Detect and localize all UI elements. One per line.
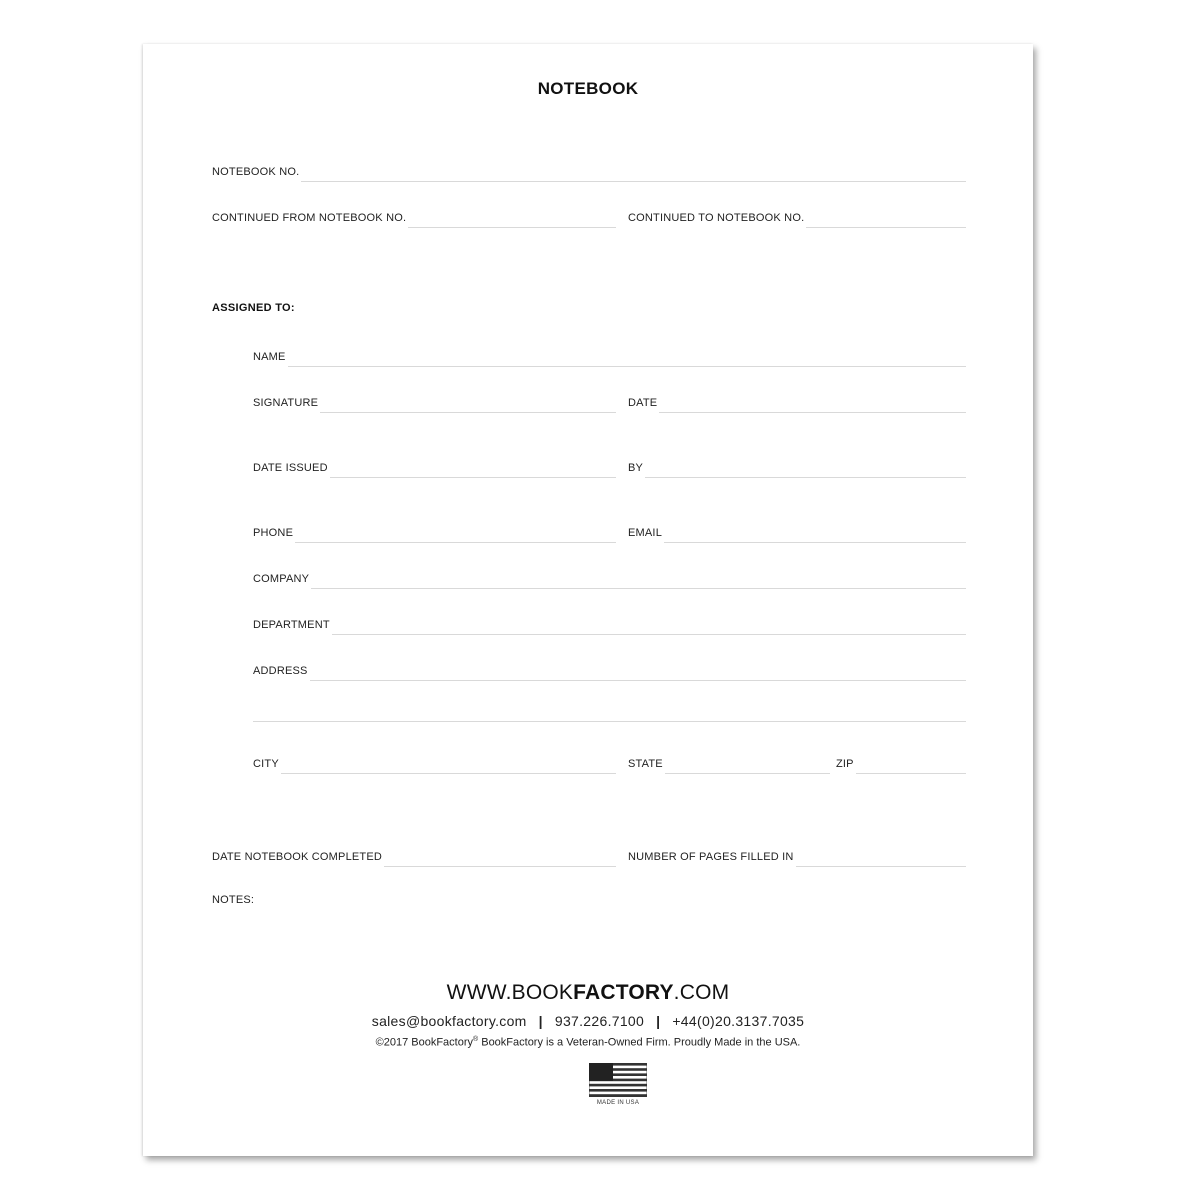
continued-to-field[interactable] [628, 208, 966, 224]
department-field[interactable] [253, 615, 966, 631]
assigned-to-heading: ASSIGNED TO: [212, 302, 295, 314]
website-bold: FACTORY [573, 981, 674, 1004]
email-line [664, 542, 966, 543]
phone-line [295, 542, 616, 543]
by-field[interactable] [628, 458, 966, 474]
date-issued-field[interactable] [253, 458, 616, 474]
copyright-suffix: BookFactory is a Veteran-Owned Firm. Proudly Made in the USA. [478, 1036, 801, 1049]
website-prefix: WWW.BOOK [446, 981, 574, 1004]
email-label: EMAIL [628, 527, 663, 539]
contact-phone-uk[interactable]: +44(0)20.3137.7035 [672, 1013, 805, 1029]
continued-to-label: CONTINUED TO NOTEBOOK NO. [628, 212, 805, 224]
separator: | [538, 1013, 543, 1029]
notes-label: NOTES: [212, 894, 255, 906]
continued-from-line [408, 227, 616, 228]
zip-label: ZIP [836, 758, 854, 770]
separator: | [656, 1013, 661, 1029]
website-url[interactable] [143, 981, 1033, 1005]
date-issued-line [330, 477, 616, 478]
continued-from-label: CONTINUED FROM NOTEBOOK NO. [212, 212, 407, 224]
registered-mark: ® [473, 1036, 479, 1043]
date-completed-field[interactable] [212, 847, 616, 863]
date-completed-line [384, 866, 616, 867]
state-label: STATE [628, 758, 663, 770]
name-field[interactable] [253, 347, 966, 363]
phone-label: PHONE [253, 527, 294, 539]
pages-filled-field[interactable] [628, 847, 966, 863]
name-label: NAME [253, 351, 286, 363]
address-line [310, 680, 966, 681]
city-label: CITY [253, 758, 279, 770]
department-label: DEPARTMENT [253, 619, 330, 631]
copyright-line [143, 1036, 1033, 1049]
signature-label: SIGNATURE [253, 397, 319, 409]
address-second-line[interactable] [253, 721, 966, 722]
by-line [645, 477, 966, 478]
form-title: NOTEBOOK [537, 79, 639, 98]
website-suffix: .COM [673, 981, 730, 1004]
city-line [281, 773, 616, 774]
zip-line [856, 773, 966, 774]
department-line [332, 634, 966, 635]
contact-email[interactable]: sales@bookfactory.com [371, 1013, 527, 1029]
contact-line [143, 1013, 1033, 1029]
pages-filled-line [796, 866, 966, 867]
phone-field[interactable] [253, 523, 616, 539]
state-field[interactable] [628, 754, 830, 770]
name-line [288, 366, 966, 367]
contact-phone-us[interactable]: 937.226.7100 [554, 1013, 645, 1029]
made-in-usa-caption: MADE IN USA [596, 1100, 640, 1106]
date-field[interactable] [628, 393, 966, 409]
email-field[interactable] [628, 523, 966, 539]
continued-to-line [806, 227, 966, 228]
notebook-form-page [143, 44, 1033, 1156]
notebook-no-label: NOTEBOOK NO. [212, 166, 300, 178]
notebook-no-field[interactable] [212, 162, 966, 178]
signature-line [320, 412, 616, 413]
city-field[interactable] [253, 754, 616, 770]
date-line [659, 412, 966, 413]
copyright-prefix: ©2017 BookFactory [375, 1036, 473, 1049]
company-label: COMPANY [253, 573, 310, 585]
by-label: BY [628, 462, 644, 474]
address-field[interactable] [253, 661, 966, 677]
company-line [311, 588, 966, 589]
company-field[interactable] [253, 569, 966, 585]
date-completed-label: DATE NOTEBOOK COMPLETED [212, 851, 383, 863]
us-flag-icon [589, 1063, 647, 1097]
zip-field[interactable] [836, 754, 966, 770]
date-issued-label: DATE ISSUED [253, 462, 328, 474]
address-label: ADDRESS [253, 665, 308, 677]
state-line [665, 773, 830, 774]
date-label: DATE [628, 397, 658, 409]
notebook-no-line [301, 181, 966, 182]
signature-field[interactable] [253, 393, 616, 409]
continued-from-field[interactable] [212, 208, 616, 224]
pages-filled-label: NUMBER OF PAGES FILLED IN [628, 851, 794, 863]
